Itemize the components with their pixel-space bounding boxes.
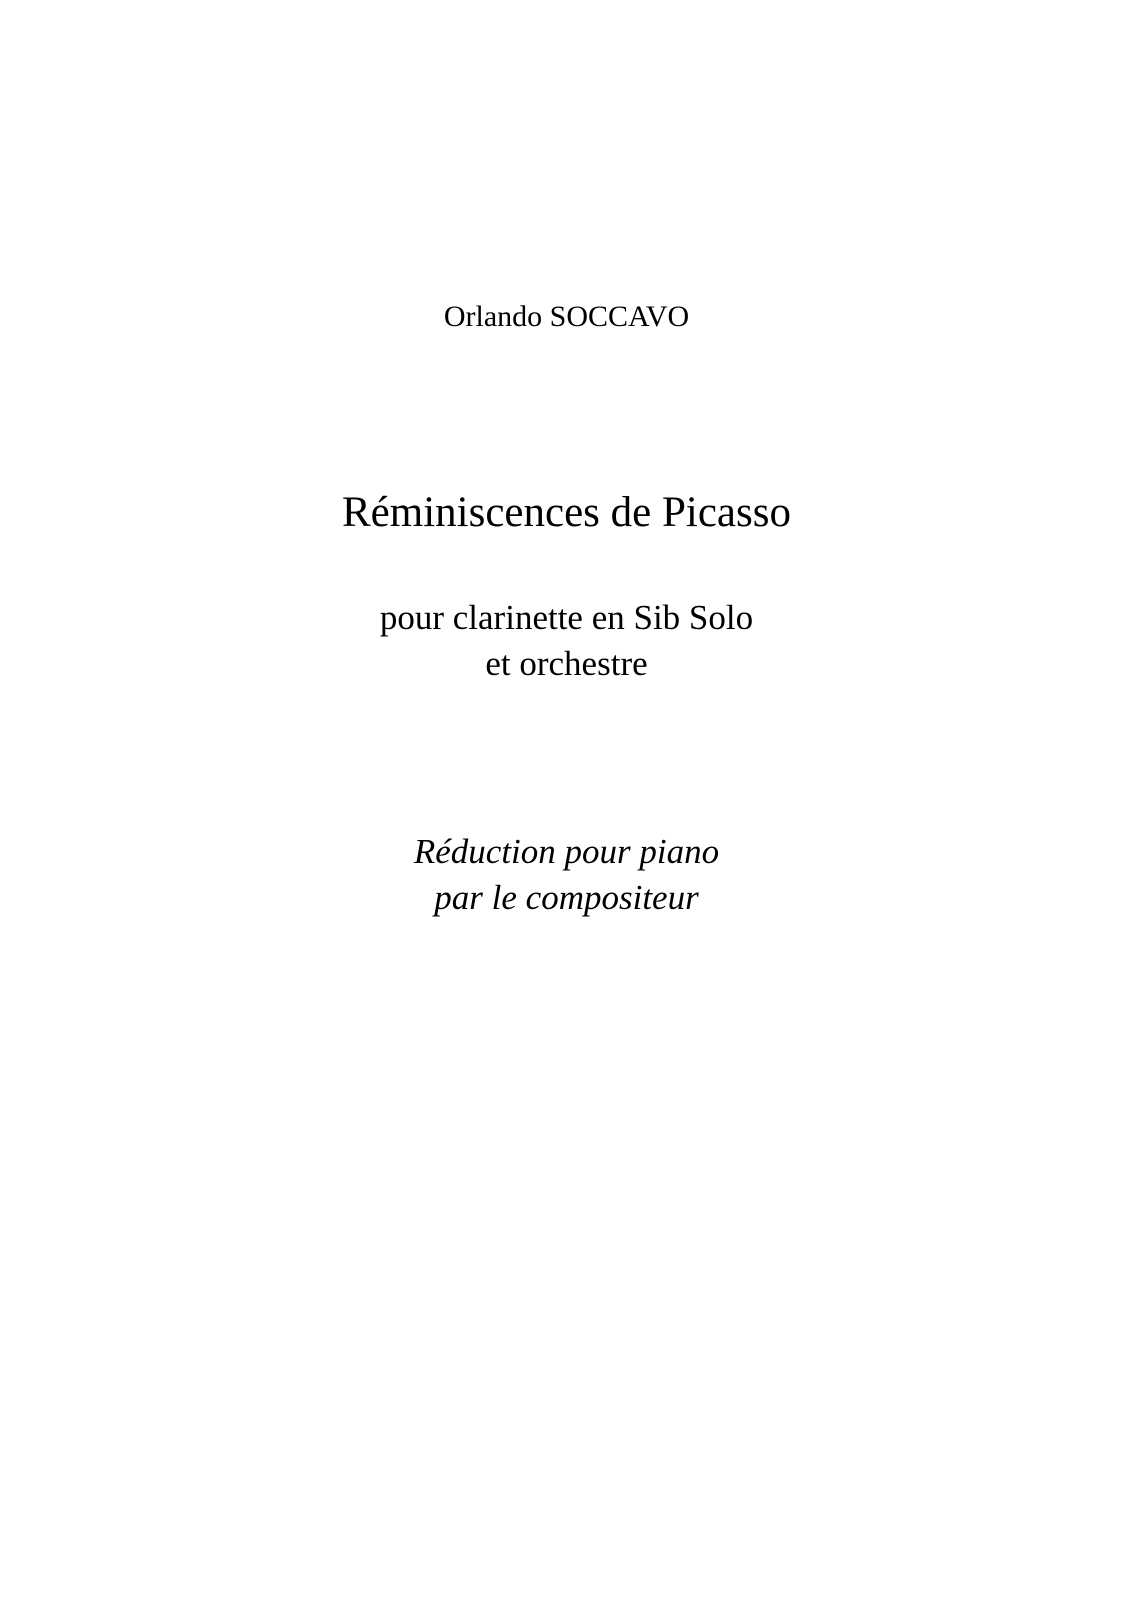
edition-line-2: par le compositeur: [434, 878, 699, 917]
composer-name: Orlando SOCCAVO: [443, 300, 690, 333]
edition-line-1: Réduction pour piano: [413, 832, 720, 871]
instrumentation-line-1: pour clarinette en Sib Solo: [379, 598, 754, 637]
instrumentation-line-2: et orchestre: [485, 644, 648, 683]
work-title: Réminiscences de Picasso: [341, 489, 791, 536]
